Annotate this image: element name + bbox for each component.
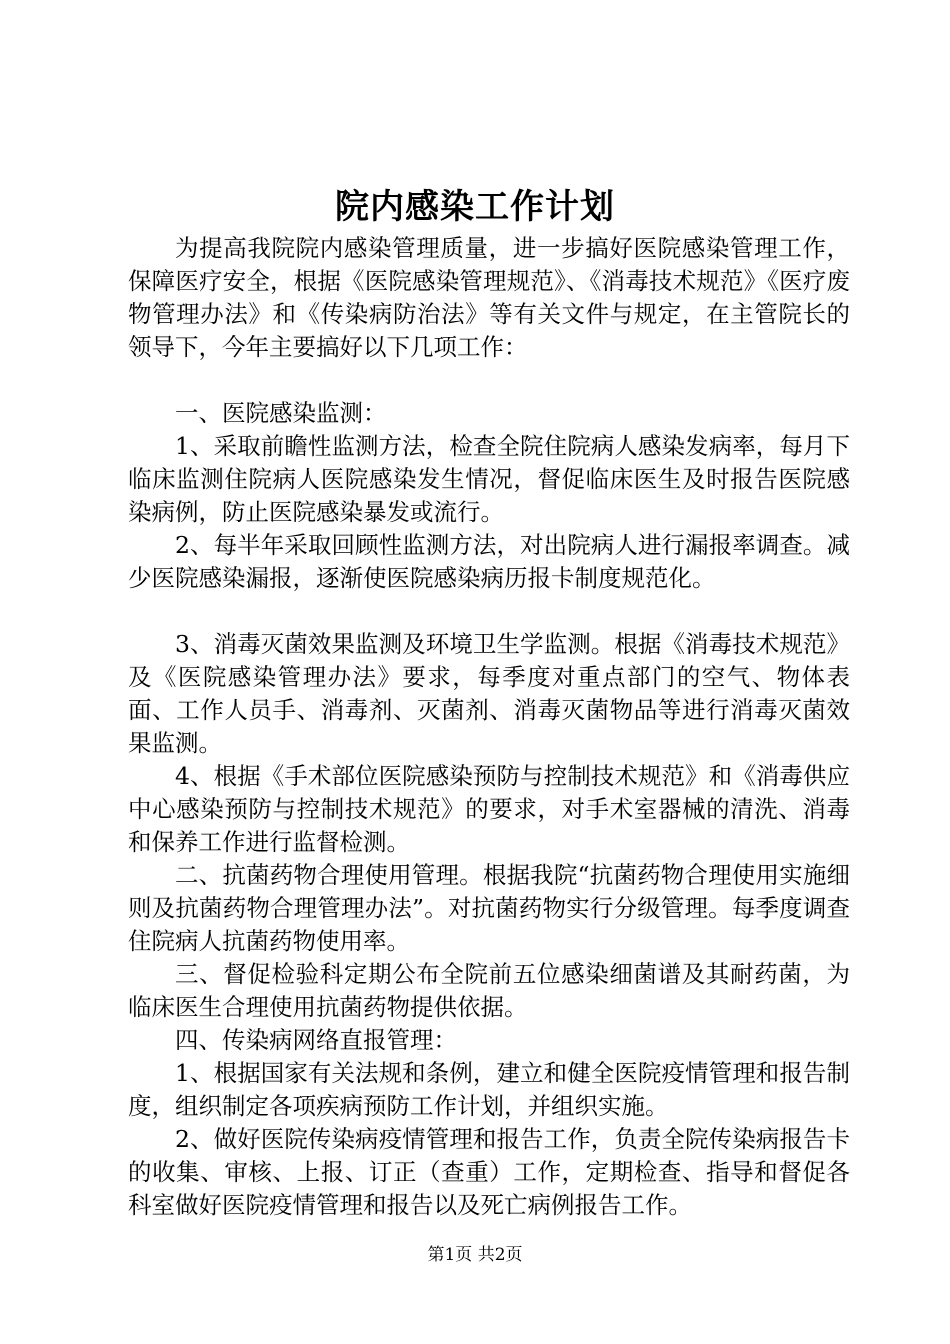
section-1-item-4: 4、根据《手术部位医院感染预防与控制技术规范》和《消毒供应中心感染预防与控制技术规范》的要求，对手术室器械的清洗、消毒和保养工作进行监督检测。 xyxy=(128,762,850,856)
section-4-heading: 四、传染病网络直报管理： xyxy=(175,1026,457,1054)
intro-paragraph: 为提高我院院内感染管理质量，进一步搞好医院感染管理工作，保障医疗安全，根据《医院感染管理规范》、《消毒技术规范》《医疗废物管理办法》和《传染病防治法》等有关文件与规定，在主管院长的领导下，今年主要搞好以下几项工作： xyxy=(128,234,850,361)
page-footer: 第1页 共2页 xyxy=(427,1245,523,1265)
section-4-item-2: 2、做好医院传染病疫情管理和报告工作，负责全院传染病报告卡的收集、审核、上报、订正（查重）工作，定期检查、指导和督促各科室做好医院疫情管理和报告以及死亡病例报告工作。 xyxy=(128,1125,850,1219)
section-1-heading: 一、医院感染监测： xyxy=(175,399,387,427)
section-1-item-1: 1、采取前瞻性监测方法，检查全院住院病人感染发病率，每月下临床监测住院病人医院感染发生情况，督促临床医生及时报告医院感染病例，防止医院感染暴发或流行。 xyxy=(128,432,850,526)
section-1-item-3: 3、消毒灭菌效果监测及环境卫生学监测。根据《消毒技术规范》及《医院感染管理办法》要求，每季度对重点部门的空气、物体表面、工作人员手、消毒剂、灭菌剂、消毒灭菌物品等进行消毒灭菌效果监测。 xyxy=(128,630,850,757)
section-3-paragraph: 三、督促检验科定期公布全院前五位感染细菌谱及其耐药菌，为临床医生合理使用抗菌药物提供依据。 xyxy=(128,960,850,1021)
section-1-item-2: 2、每半年采取回顾性监测方法，对出院病人进行漏报率调查。减少医院感染漏报，逐渐使医院感染病历报卡制度规范化。 xyxy=(128,531,850,592)
section-2-paragraph: 二、抗菌药物合理使用管理。根据我院“抗菌药物合理使用实施细则及抗菌药物合理管理办法”。对抗菌药物实行分级管理。每季度调查住院病人抗菌药物使用率。 xyxy=(128,861,850,955)
document-title: 院内感染工作计划 xyxy=(335,187,615,227)
document-body xyxy=(128,232,850,1222)
section-4-item-1: 1、根据国家有关法规和条例，建立和健全医院疫情管理和报告制度，组织制定各项疾病预防工作计划，并组织实施。 xyxy=(128,1059,850,1120)
